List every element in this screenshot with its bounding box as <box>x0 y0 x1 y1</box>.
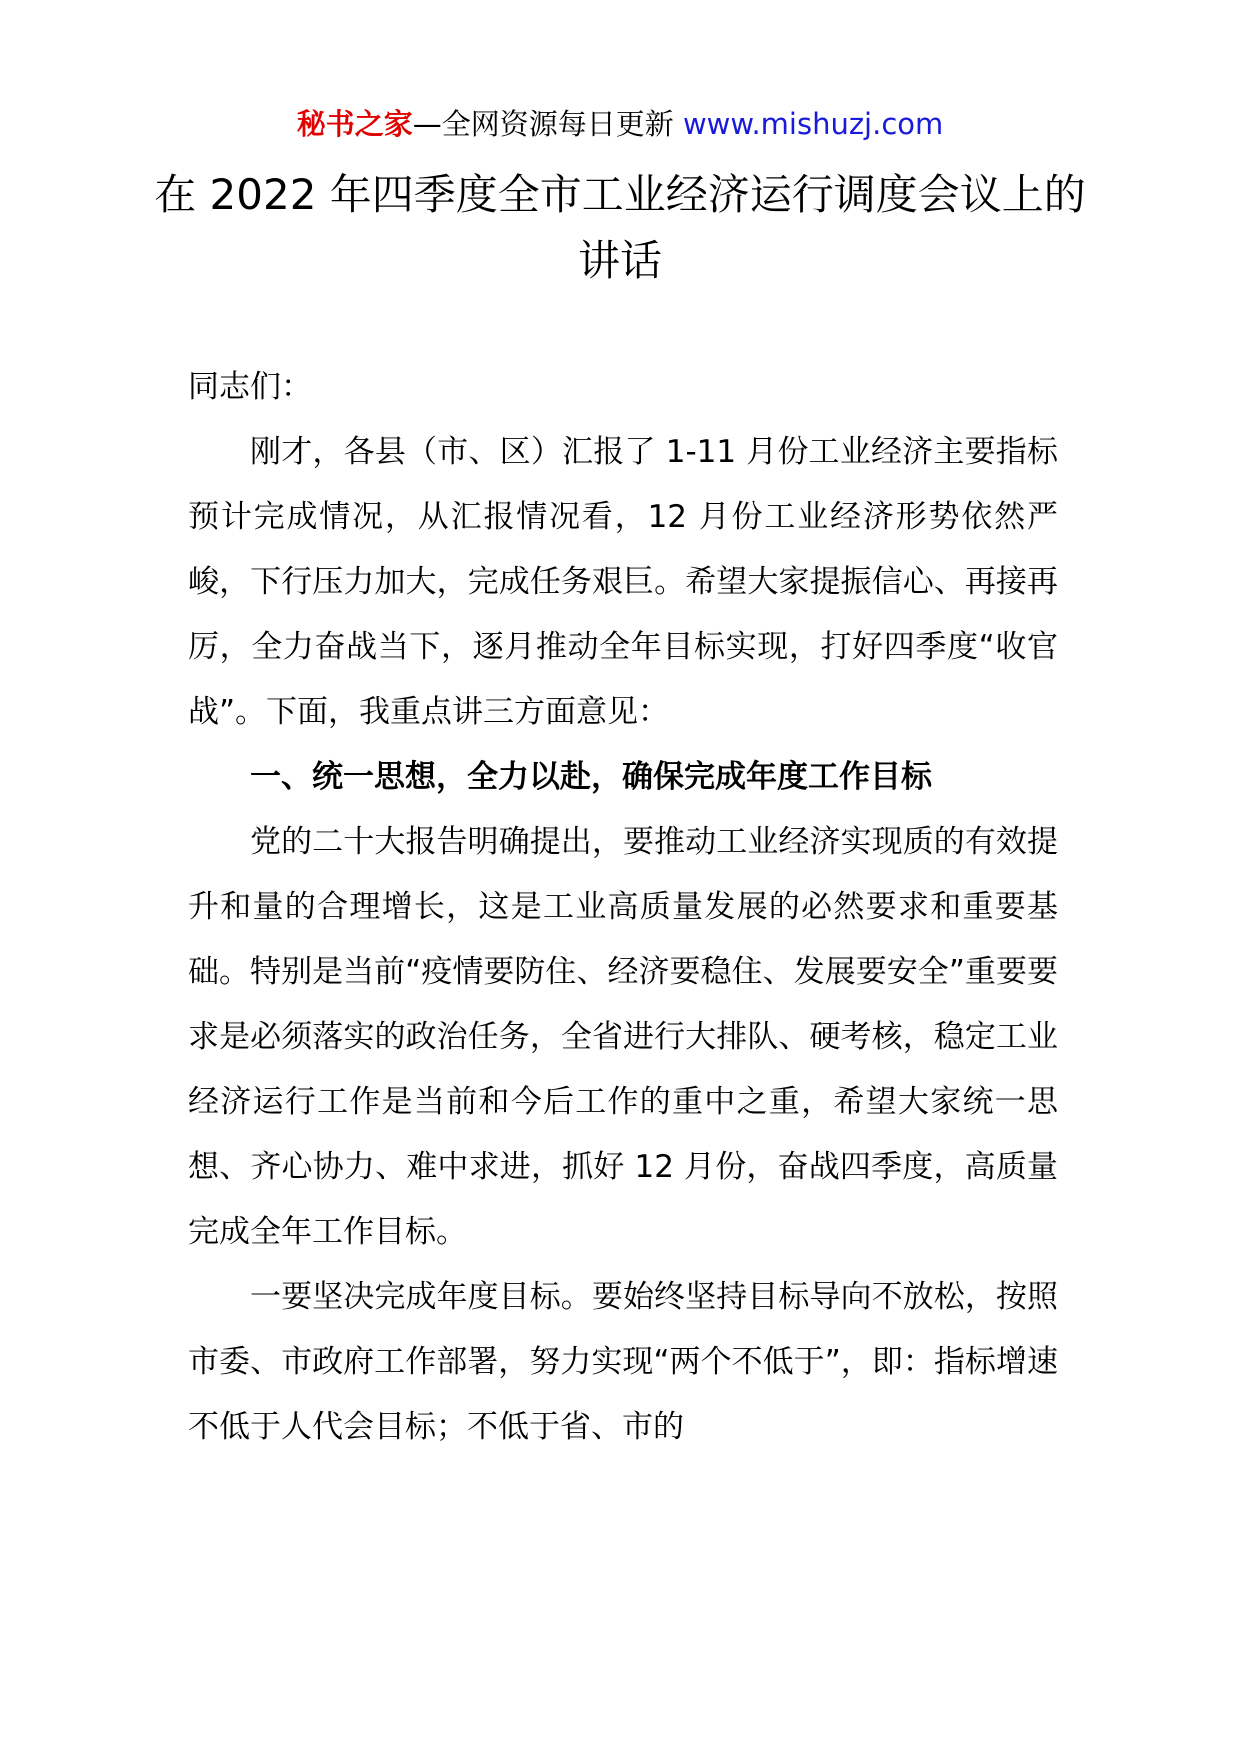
site-url-link[interactable]: www.mishuzj.com <box>682 107 944 141</box>
paragraph-annual-goal: 一要坚决完成年度目标。要始终坚持目标导向不放松，按照市委、市政府工作部署，努力实现“两个不低于”，即：指标增速不低于人代会目标；不低于省、市的 <box>188 1279 1058 1445</box>
paragraph-section-1: 党的二十大报告明确提出，要推动工业经济实现质的有效提升和量的合理增长，这是工业高质量发展的必然要求和重要基础。特别是当前“疫情要防住、经济要稳住、发展要安全”重要要求是必须落实的政治任务，全省进行大排队、硬考核，稳定工业经济运行工作是当前和今后工作的重中之重，希望大家统一思想、齐心协力、难中求进，抓好 12 月份，奋战四季度，高质量完成全年工作目标。 <box>188 824 1058 1250</box>
brand-name: 秘书之家 <box>296 107 413 141</box>
salutation: 同志们： <box>188 369 312 405</box>
document-title: 在 2022 年四季度全市工业经济运行调度会议上的讲话 <box>154 170 1086 285</box>
document-body <box>188 355 1058 1460</box>
banner-tagline: —全网资源每日更新 <box>412 107 683 141</box>
site-banner <box>0 102 1240 146</box>
section-heading-1: 一、统一思想，全力以赴，确保完成年度工作目标 <box>250 759 932 795</box>
paragraph-intro: 刚才，各县（市、区）汇报了 1-11 月份工业经济主要指标预计完成情况，从汇报情况看，12 月份工业经济形势依然严峻，下行压力加大，完成任务艰巨。希望大家提振信心、再接再厉，全力奋战当下，逐月推动全年目标实现，打好四季度“收官战”。下面，我重点讲三方面意见： <box>188 434 1058 730</box>
